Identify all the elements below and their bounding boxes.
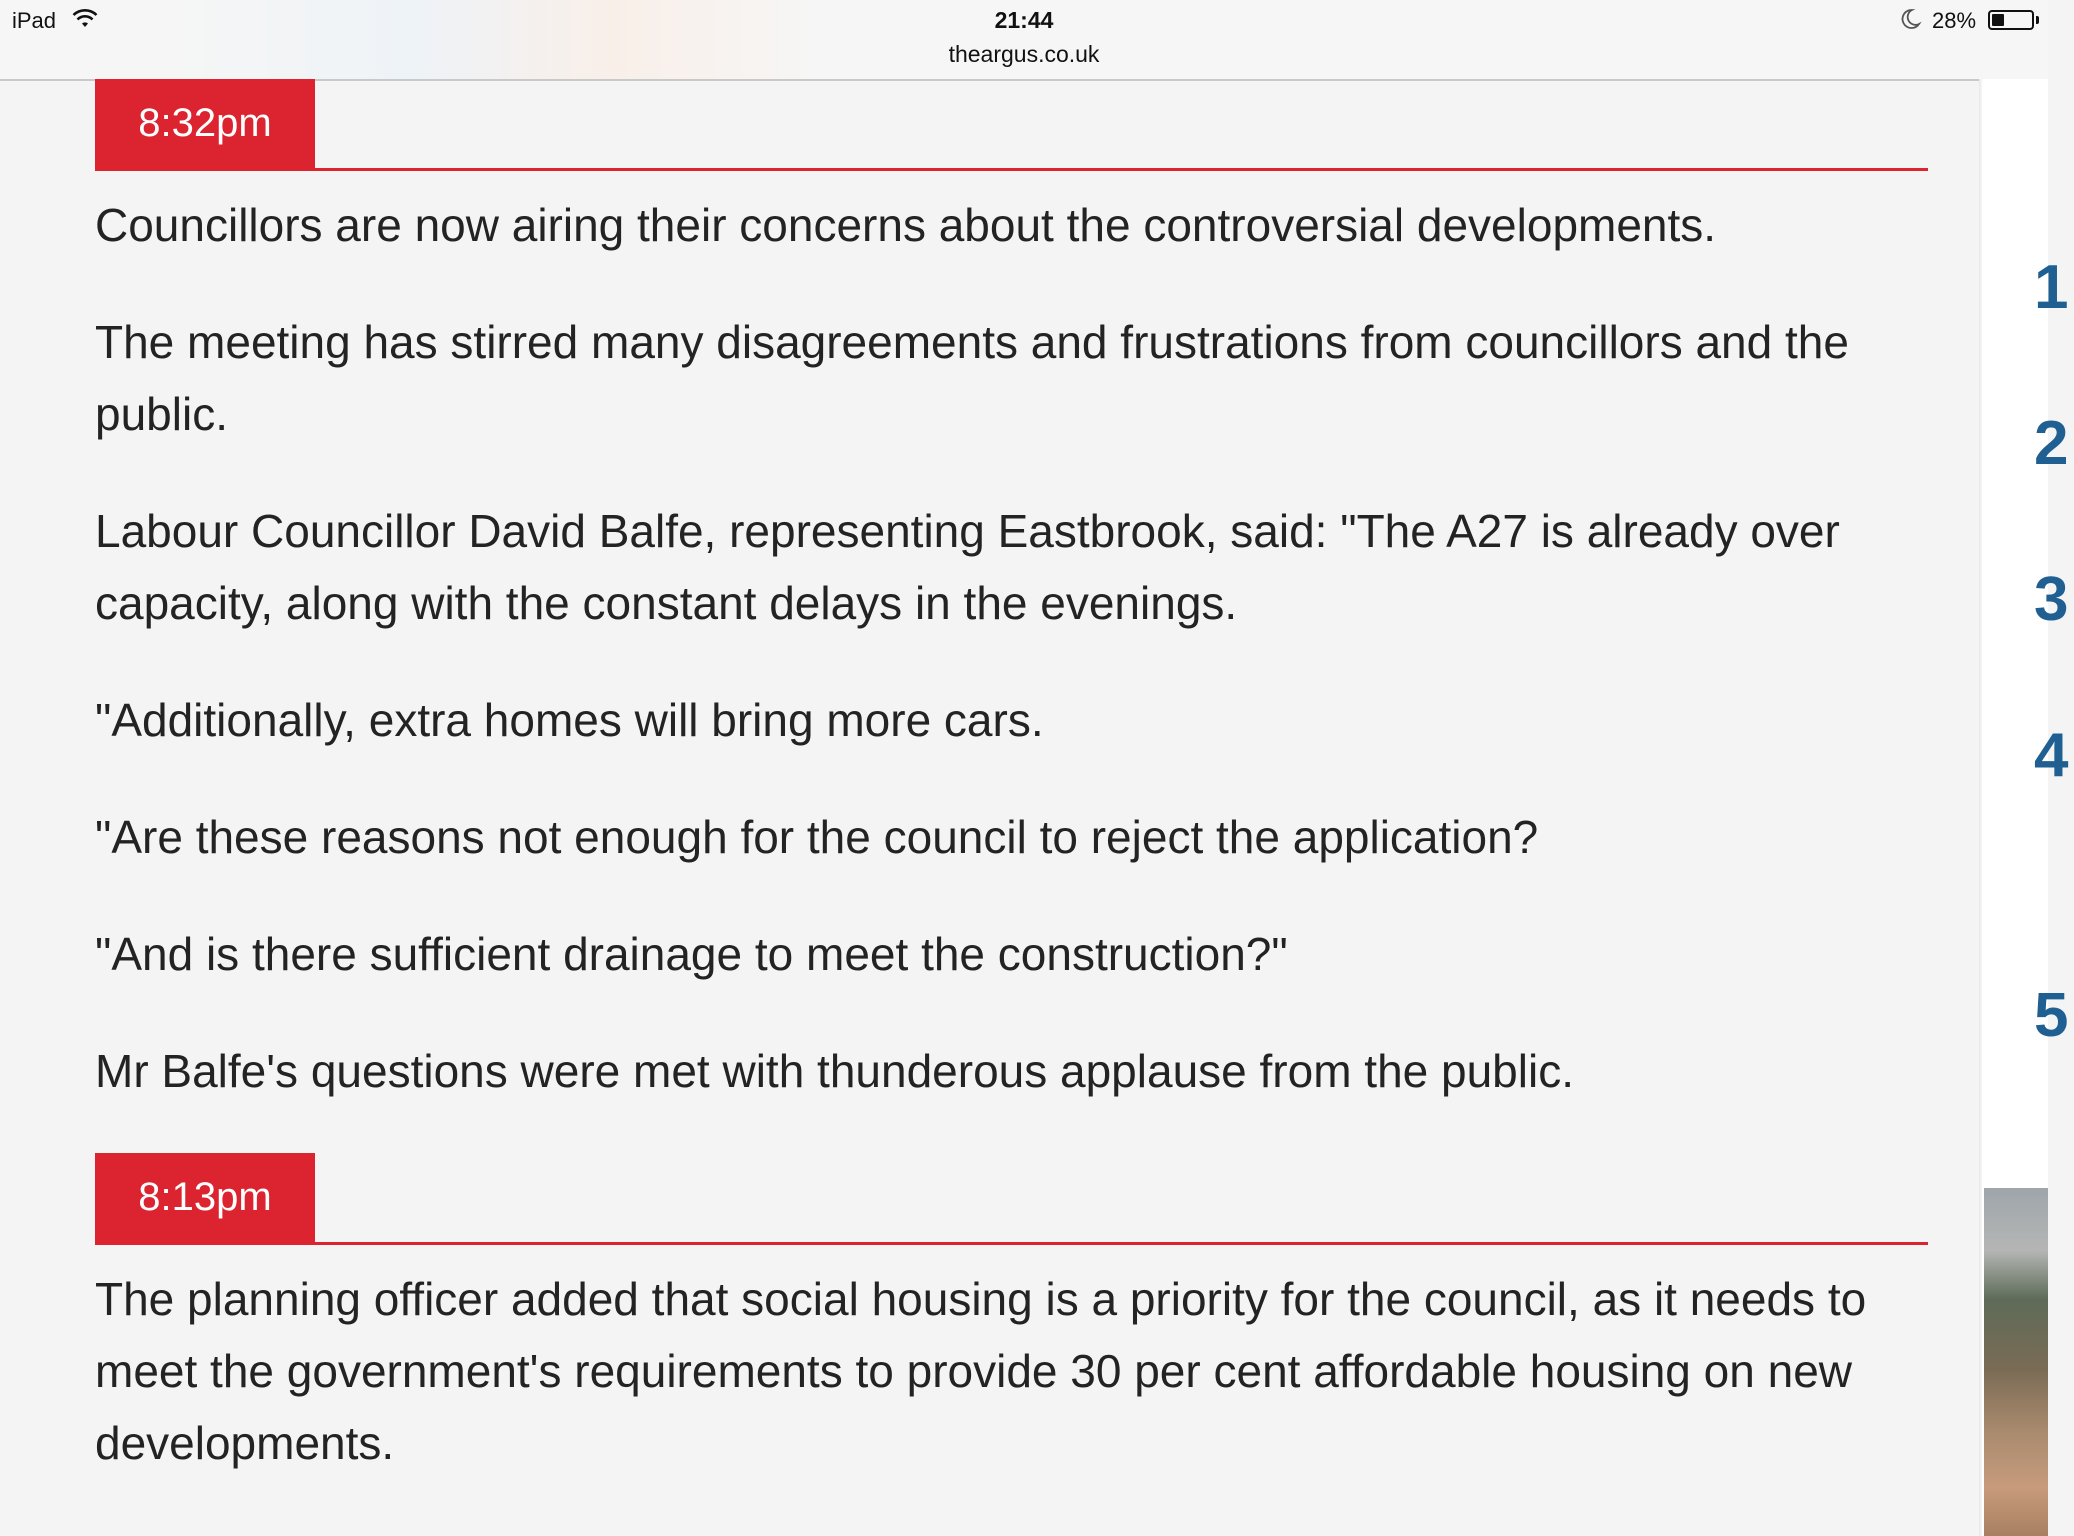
paragraph: Labour Councillor David Balfe, representing Eastbrook, said: "The A27 is already over capacity, along with the constant delays in the evenings. [95,505,1840,629]
paragraph: "Additionally, extra homes will bring more cars. [95,694,1044,746]
most-read-rank-5[interactable]: 5 [2034,981,2069,1050]
battery-icon [1988,10,2034,30]
time-badge: 8:32pm [95,79,315,168]
most-read-rank-3[interactable]: 3 [2034,565,2069,634]
paragraph: "And is there sufficient drainage to meet the construction?" [95,928,1288,980]
paragraph: Mr Balfe's questions were met with thunderous applause from the public. [95,1045,1574,1097]
sidebar-edge [1979,79,1983,1536]
paragraph: The planning officer added that social housing is a priority for the council, as it needs to meet the government's requirements to provide 30 per cent affordable housing on new developments. [95,1273,1867,1469]
live-entry-832 [95,79,1928,1107]
most-read-rank-1[interactable]: 1 [2034,253,2069,322]
paragraph: The meeting has stirred many disagreements and frustrations from councillors and the public. [95,316,1849,440]
entry-divider [95,1242,1928,1245]
most-read-rank-4[interactable]: 4 [2034,721,2069,790]
sidebar-thumbnail-image[interactable] [1984,1188,2048,1536]
battery-percent: 28% [1932,8,1977,33]
device-label: iPad [12,8,57,33]
live-blog-article [95,79,1928,1479]
clock: 21:44 [994,7,1054,33]
do-not-disturb-moon-icon [1900,8,1920,30]
entry-header [95,1153,1928,1246]
time-badge: 8:13pm [95,1153,315,1242]
browser-status-bar [0,0,2048,81]
battery-nub [2036,16,2039,24]
most-read-rank-2[interactable]: 2 [2034,409,2069,478]
paragraph: Councillors are now airing their concerns about the controversial developments. [95,199,1717,251]
paragraph: "Are these reasons not enough for the council to reject the application? [95,811,1539,863]
entry-divider [95,168,1928,171]
live-entry-813 [95,1153,1928,1479]
address-bar-url[interactable]: theargus.co.uk [948,41,1100,67]
entry-header [95,79,1928,172]
